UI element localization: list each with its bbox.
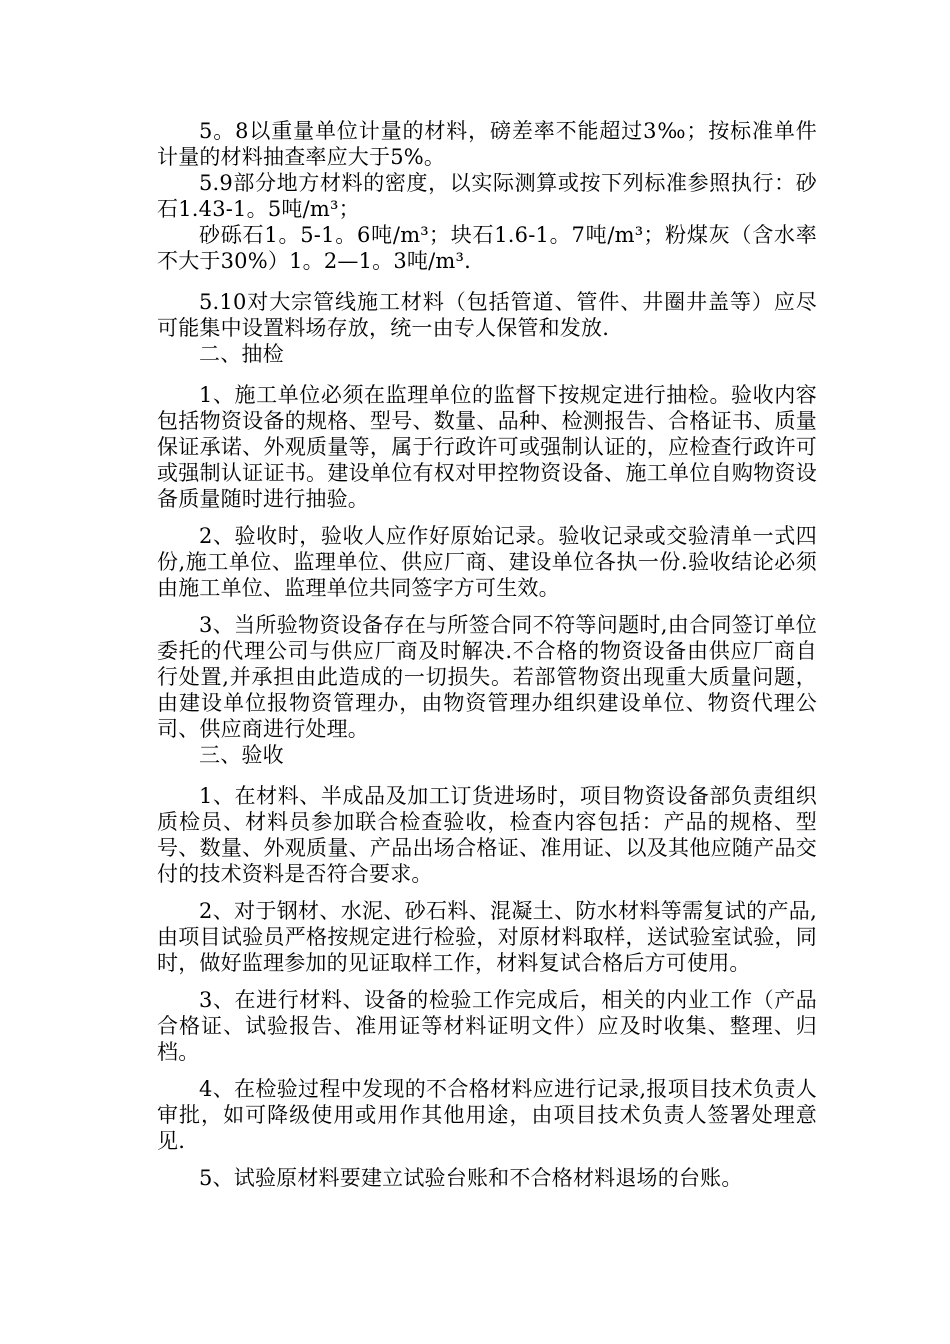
- paragraph-sampling-3: 3、当所验物资设备存在与所签合同不符等问题时,由合同签订单位委托的代理公司与供应厂商及时解决.不合格的物资设备由供应厂商自行处置,并承担由此造成的一切损失。若部管物资出现重大质量问题，由建设单位报物资管理办，由物资管理办组织建设单位、物资代理公司、供应商进行处理。: [157, 613, 817, 741]
- paragraph-5-9: 5.9部分地方材料的密度，以实际测算或按下列标准参照执行：砂石1.43-1。5吨/m³；: [157, 171, 817, 221]
- paragraph-acceptance-1: 1、在材料、半成品及加工订货进场时，项目物资设备部负责组织质检员、材料员参加联合检查验收，检查内容包括：产品的规格、型号、数量、外观质量、产品出场合格证、准用证、以及其他应随产品交付的技术资料是否符合要求。: [157, 784, 817, 886]
- paragraph-5-8: 5。8以重量单位计量的材料，磅差率不能超过3‰；按标准单件计量的材料抽查率应大于5%。: [157, 119, 817, 169]
- paragraph-acceptance-5: 5、试验原材料要建立试验台账和不合格材料退场的台账。: [199, 1166, 743, 1190]
- paragraph-5-10: 5.10对大宗管线施工材料（包括管道、管件、井圈井盖等）应尽可能集中设置料场存放，统一由专人保管和发放.: [157, 290, 817, 340]
- paragraph-acceptance-2: 2、对于钢材、水泥、砂石料、混凝土、防水材料等需复试的产品,由项目试验员严格按规定进行检验，对原材料取样，送试验室试验，同时，做好监理参加的见证取样工作，材料复试合格后方可使用。: [157, 899, 817, 975]
- paragraph-acceptance-4: 4、在检验过程中发现的不合格材料应进行记录,报项目技术负责人审批，如可降级使用或用作其他用途，由项目技术负责人签署处理意见.: [157, 1077, 817, 1153]
- paragraph-5-9-continued: 砂砾石1。5-1。6吨/m³；块石1.6-1。7吨/m³；粉煤灰（含水率不大于30%）1。2—1。3吨/m³.: [157, 223, 817, 273]
- paragraph-acceptance-3: 3、在进行材料、设备的检验工作完成后，相关的内业工作（产品合格证、试验报告、准用证等材料证明文件）应及时收集、整理、归档。: [157, 988, 817, 1064]
- paragraph-sampling-1: 1、施工单位必须在监理单位的监督下按规定进行抽检。验收内容包括物资设备的规格、型号、数量、品种、检测报告、合格证书、质量保证承诺、外观质量等，属于行政许可或强制认证的，应检查行政许可或强制认证证书。建设单位有权对甲控物资设备、施工单位自购物资设备质量随时进行抽验。: [157, 383, 817, 511]
- paragraph-sampling-2: 2、验收时，验收人应作好原始记录。验收记录或交验清单一式四份,施工单位、监理单位、供应厂商、建设单位各执一份.验收结论必须由施工单位、监理单位共同签字方可生效。: [157, 524, 817, 600]
- section-heading-acceptance: 三、验收: [199, 743, 284, 767]
- section-heading-sampling: 二、抽检: [199, 342, 284, 366]
- document-body: [157, 118, 817, 1191]
